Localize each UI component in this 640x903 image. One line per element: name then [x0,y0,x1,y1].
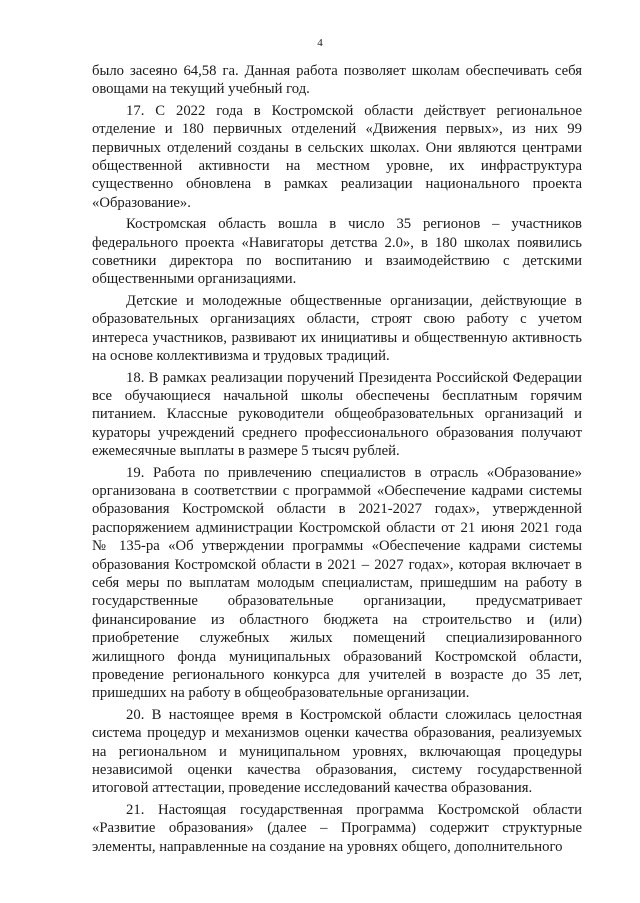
document-body [92,62,582,859]
paragraph-17: 17. С 2022 года в Костромской области действует региональное отделение и 180 первичных отделений «Движения первых», из них 99 первичных отделений созданы в сельских школах. Они являются центрами общественной активности на местном уровне, их инфраструктура существенно обновлена в рамках реализации национального проекта «Образование». [92,102,582,211]
paragraph-18: 18. В рамках реализации поручений Президента Российской Федерации все обучающиеся начальной школы обеспечены бесплатным горячим питанием. Классные руководители общеобразовательных организаций и кураторы учреждений среднего профессионального образования получают ежемесячные выплаты в размере 5 тысяч рублей. [92,369,582,460]
paragraph-20: 20. В настоящее время в Костромской области сложилась целостная система процедур и механизмов оценки качества образования, реализуемых на региональном и муниципальном уровнях, включающая процедуры независимой оценки качества образования, систему государственной итоговой аттестации, проведение исследований качества образования. [92,706,582,797]
page-number: 4 [317,37,323,49]
paragraph-navigators: Костромская область вошла в число 35 регионов – участников федерального проекта «Навигаторы детства 2.0», в 180 школах появились советники директора по воспитанию и взаимодействию с детскими общественными организациями. [92,216,582,288]
paragraph-organizations: Детские и молодежные общественные организации, действующие в образовательных организациях области, строят свою работу с учетом интереса участников, развивают их инициативы и общественную активность на основе коллективизма и трудовых традиций. [92,292,582,365]
paragraph-continued: было засеяно 64,58 га. Данная работа позволяет школам обеспечивать себя овощами на текущий учебный год. [92,63,582,98]
paragraph-21: 21. Настоящая государственная программа Костромской области «Развитие образования» (далее – Программа) содержит структурные элементы, направленные на создание на уровнях общего, дополнительного [92,801,582,855]
paragraph-19: 19. Работа по привлечению специалистов в отрасль «Образование» организована в соответствии с программой «Обеспечение кадрами системы образования Костромской области в 2021-2027 годах», утвержденной распоряжением администрации Костромской области от 21 июня 2021 года № 135-ра «Об утверждении программы «Обеспечение кадрами системы образования Костромской области в 2021 – 2027 годах», которая включает в себя меры по выплатам молодым специалистам, пришедшим на работу в государственные образовательные организации, предусматривает финансирование из областного бюджета на строительство и (или) приобретение служебных жилых помещений специализированного жилищного фонда муниципальных образований Костромской области, проведение регионального конкурса для учителей в возрасте до 35 лет, пришедших на работу в общеобразовательные организации. [92,464,582,702]
